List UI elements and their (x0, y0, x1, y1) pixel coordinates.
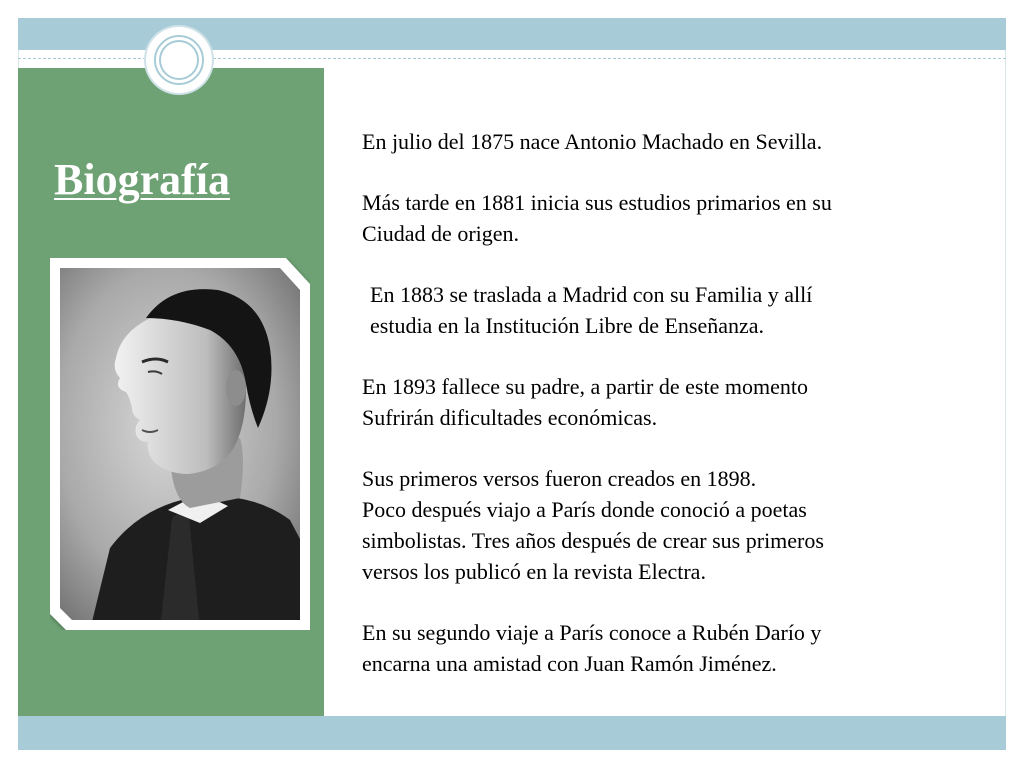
portrait-frame (50, 258, 310, 630)
paragraph-1 (362, 126, 982, 157)
text-line: Más tarde en 1881 inicia sus estudios primarios en su (362, 190, 832, 215)
ornament-ring-inner (159, 40, 199, 80)
portrait-image (50, 258, 310, 630)
paragraph-4 (362, 371, 982, 433)
page-title: Biografía (54, 155, 230, 204)
text-line: Sus primeros versos fueron creados en 1898. (362, 466, 757, 491)
text-line: simbolistas. Tres años después de crear sus primeros (362, 528, 824, 553)
text-line: En 1883 se traslada a Madrid con su Familia y allí (370, 282, 813, 307)
text-line: encarna una amistad con Juan Ramón Jiménez. (362, 651, 777, 676)
circle-ornament-icon (146, 27, 212, 93)
paragraph-5 (362, 463, 982, 494)
text-line: versos los publicó en la revista Electra. (362, 559, 706, 584)
paragraph-7 (362, 617, 982, 679)
text-line: En su segundo viaje a París conoce a Rubén Darío y (362, 620, 822, 645)
text-line: Poco después viajo a París donde conoció a poetas (362, 497, 807, 522)
text-line: En 1893 fallece su padre, a partir de este momento (362, 374, 808, 399)
text-line: estudia en la Institución Libre de Enseñanza. (370, 313, 765, 338)
bottom-band (18, 716, 1006, 750)
paragraph-6 (362, 494, 982, 587)
biography-text (362, 126, 982, 709)
text-line: Ciudad de origen. (362, 221, 520, 246)
text-line: En julio del 1875 nace Antonio Machado en Sevilla. (362, 129, 823, 154)
paragraph-2 (362, 187, 982, 249)
text-line: Sufrirán dificultades económicas. (362, 405, 658, 430)
paragraph-3 (362, 279, 982, 341)
